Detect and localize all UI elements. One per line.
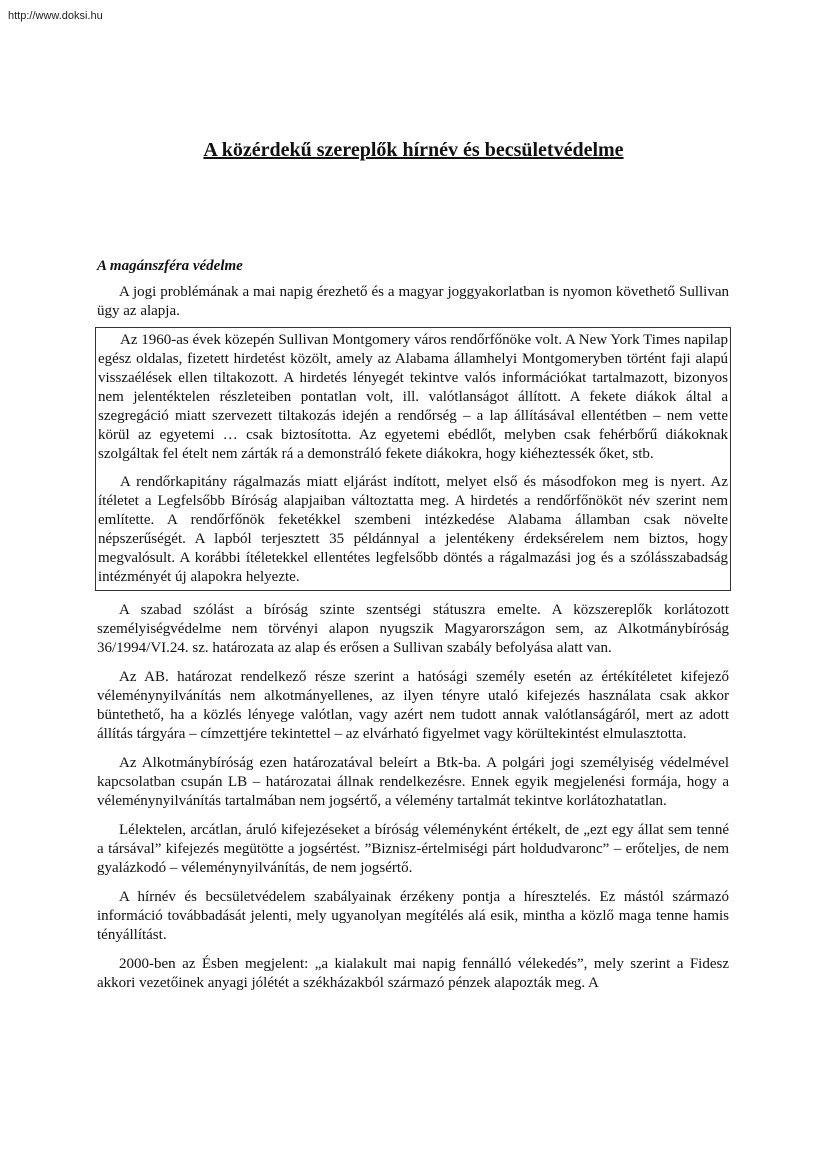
body-paragraph: Az Alkotmánybíróság ezen határozatával beleírt a Btk-ba. A polgári jogi személyiség védelmével kapcsolatban csupán LB – határozatai állnak rendelkezésre. Ennek egyik megjelenési formája, hogy a véleménynyilvánítás tartalmában nem jogsértő, a vélemény tartalmát tekintve korlátozhatatlan. <box>97 755 729 809</box>
body-paragraph: A hírnév és becsületvédelem szabályainak érzékeny pontja a híresztelés. Ez mástól származó információ továbbadását jelenti, mely ugyanolyan megítélés alá esik, mintha a közlő maga tenne hamis tényállítást. <box>97 889 729 943</box>
body-paragraph: 2000-ben az Ésben megjelent: „a kialakult mai napig fennálló vélekedés”, mely szerint a Fidesz akkori vezetőinek anyagi jólétét a székházakból származó pénzek alapozták meg. A <box>97 956 729 991</box>
page-title: A közérdekű szereplők hírnév és becsületvédelme <box>203 139 624 161</box>
case-summary-box <box>95 327 731 591</box>
section-heading: A magánszféra védelme <box>97 258 243 274</box>
case-paragraph: A rendőrkapitány rágalmazás miatt eljárást indított, melyet első és másodfokon meg is nyert. Az ítéletet a Legfelsőbb Bíróság alapjaiban változtatta meg. A hirdetés a rendőrfőnököt név szerint nem említette. A rendőrfőnök feketékkel szembeni intézkedése Alabama államban csak növelte népszerűségét. A lapból terjesztett 35 példánnyal a jelentékeny érdeksérelem nem biztos, hogy megvalósult. A korábbi ítéletekkel ellentétes legfelsőbb döntés a rágalmazási jog és a szólásszabadság intézményét új alapokra helyezte. <box>98 474 728 585</box>
body-paragraph: A szabad szólást a bíróság szinte szentségi státuszra emelte. A közszereplők korlátozott személyiségvédelme nem törvényi alapon nyugszik Magyarországon sem, az Alkotmánybíróság 36/1994/VI.24. sz. határozata az alap és erősen a Sullivan szabály befolyása alatt van. <box>97 602 729 656</box>
intro-paragraph: A jogi problémának a mai napig érezhető és a magyar joggyakorlatban is nyomon követhető Sullivan ügy az alapja. <box>97 284 729 319</box>
document-body <box>97 258 729 993</box>
source-url-link[interactable]: http://www.doksi.hu <box>8 10 103 22</box>
body-paragraph: Az AB. határozat rendelkező része szerint a hatósági személy esetén az értékítéletet kifejező véleménynyilvánítás nem alkotmányellenes, az ilyen tényre utaló kifejezés használata csak akkor büntethető, ha a közlés lényege valótlan, vagy azért nem tudott annak valótlanságáról, mert az adott állítás tárgyára – címzettjére tekintettel – az elvárható figyelmet vagy körültekintést elmulasztotta. <box>97 669 729 742</box>
body-paragraph: Lélektelen, arcátlan, áruló kifejezéseket a bíróság véleményként értékelt, de „ezt egy állat sem tenné a társával” kifejezés megütötte a jogsértést. ”Biznisz-értelmiségi párt holdudvaronc” – erőteljes, de nem gyalázkodó – véleménynyilvánítás, de nem jogsértő. <box>97 822 729 876</box>
case-paragraph: Az 1960-as évek közepén Sullivan Montgomery város rendőrfőnöke volt. A New York Times napilap egész oldalas, fizetett hirdetést közölt, amely az Alabama államhelyi Montgomeryben történt faji alapú visszaélések ellen tiltakozott. A hirdetés lényegét tekintve valós információkat tartalmazott, bizonyos nem jelentéktelen részleteiben pontatlan volt, ill. valótlanságot állított. A fekete diákok által a szegregáció miatt szervezett tiltakozás idején a rendőrség – a lap állításával ellentétben – nem vette körül az egyetemi … csak biztosította. Az egyetemi ebédlőt, melyben csak fehérbőrű diákoknak szolgáltak fel ételt nem zárták rá a demonstráló fekete diákokra, hogy kiéheztessék őket, stb. <box>98 332 728 462</box>
